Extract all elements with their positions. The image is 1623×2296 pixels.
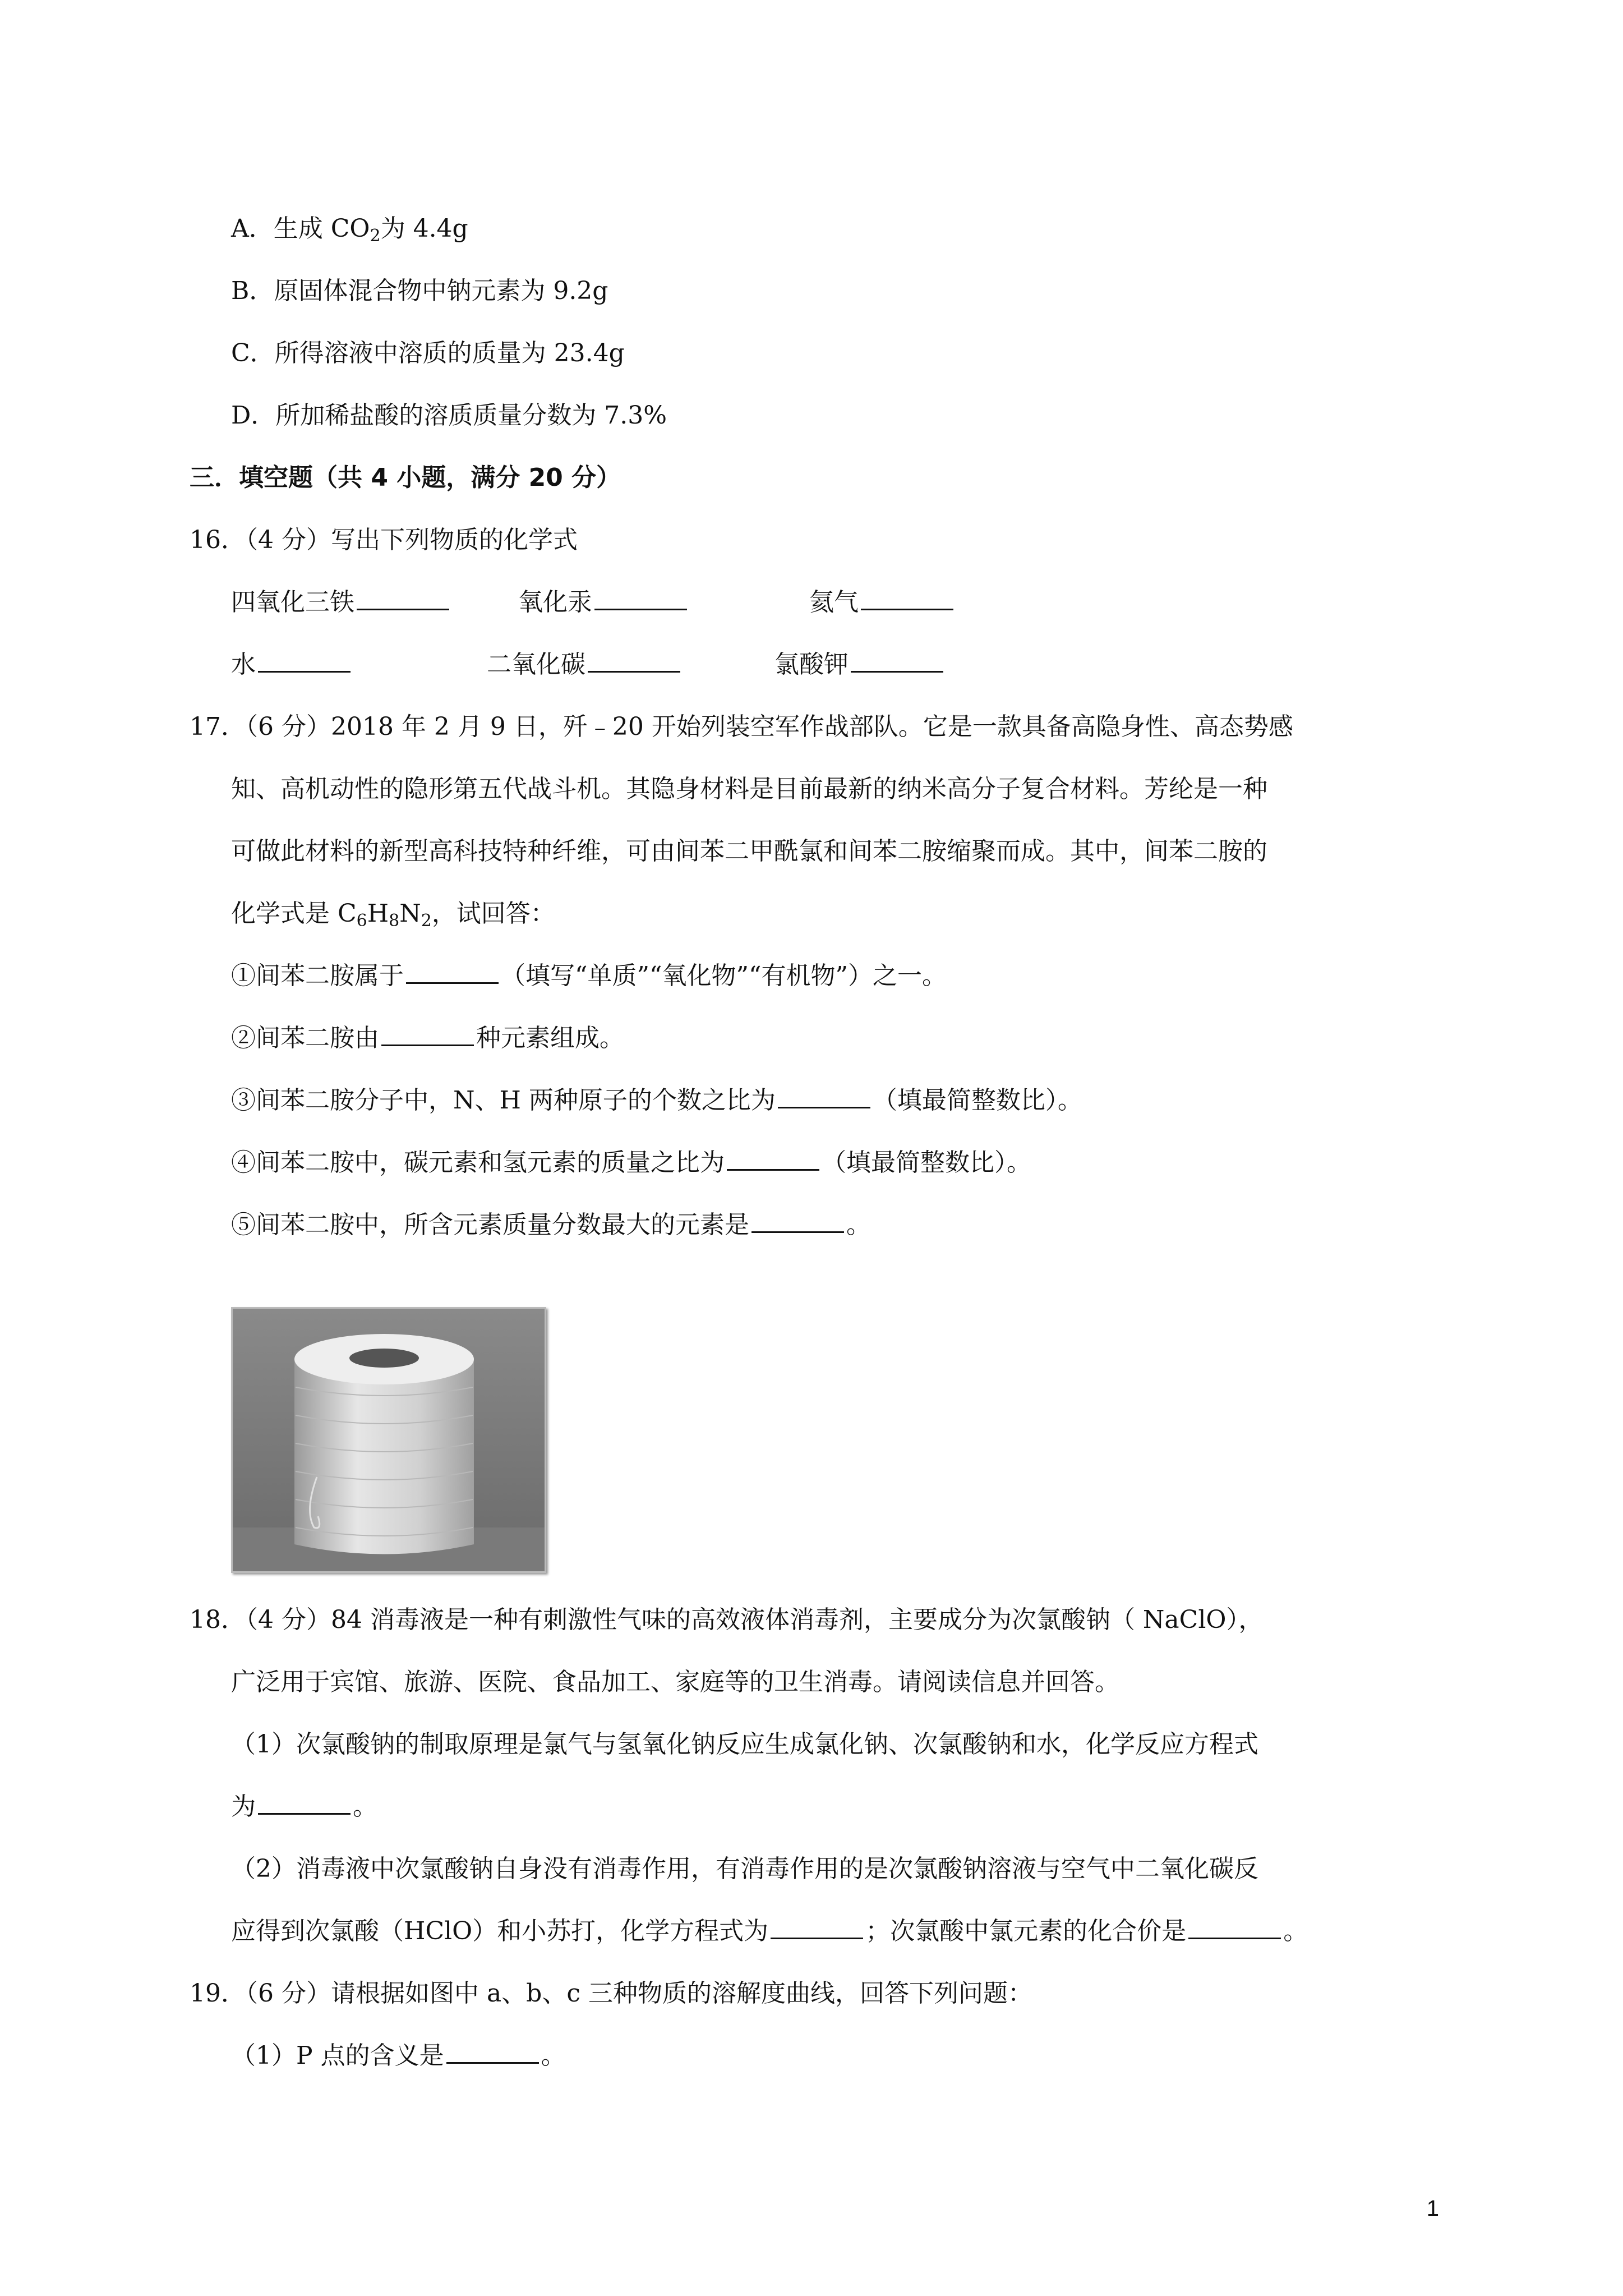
q17-sub5: ⑤间苯二胺中，所含元素质量分数最大的元素是 。 <box>231 1208 871 1242</box>
q18-line: 广泛用于宾馆、旅游、医院、食品加工、家庭等的卫生消毒。请阅读信息并回答。 <box>231 1668 1119 1696</box>
answer-blank[interactable] <box>778 1084 870 1108</box>
option-c: C．所得溶液中溶质的质量为 23.4g <box>231 339 625 367</box>
q16-item: 四氧化三铁 <box>231 588 354 616</box>
option-b: B．原固体混合物中钠元素为 9.2g <box>231 277 608 305</box>
q17-line: 可做此材料的新型高科技特种纤维，可由间苯二甲酰氯和间苯二胺缩聚而成。其中，间苯二胺的 <box>231 837 1267 866</box>
answer-blank[interactable] <box>406 960 499 984</box>
answer-blank[interactable] <box>851 648 943 673</box>
answer-blank[interactable] <box>594 586 687 610</box>
q17-line: 17．（6 分）2018 年 2 月 9 日，歼﹣20 开始列装空军作战部队。它是一款具备高隐身性、高态势感 <box>190 712 1293 741</box>
q16-row1 <box>231 586 956 619</box>
answer-blank[interactable] <box>258 648 351 673</box>
q16-item: 二氧化碳 <box>487 650 585 679</box>
q18-part1-answer: 为 。 <box>231 1790 377 1824</box>
answer-blank[interactable] <box>381 1022 474 1046</box>
answer-blank[interactable] <box>751 1209 844 1233</box>
q16-item: 水 <box>231 650 256 679</box>
section-heading: 三．填空题（共 4 小题，满分 20 分） <box>190 463 621 492</box>
answer-blank[interactable] <box>861 586 953 610</box>
answer-blank[interactable] <box>258 1791 351 1815</box>
q19-part1: （1）P 点的含义是 。 <box>231 2039 566 2073</box>
q16-row2 <box>231 648 946 682</box>
q17-formula-line: 化学式是 $C_6H_8N_2$，试回答： <box>231 899 555 931</box>
answer-blank[interactable] <box>727 1147 819 1171</box>
q18-part2: （2）消毒液中次氯酸钠自身没有消毒作用，有消毒作用的是次氯酸钠溶液与空气中二氧化碳反 <box>231 1855 1258 1883</box>
q18-part2-answer: 应得到次氯酸（HClO）和小苏打，化学方程式为 ；次氯酸中氯元素的化合价是 。 <box>231 1915 1308 1948</box>
q16-item: 氯酸钾 <box>774 650 849 679</box>
answer-blank[interactable] <box>588 648 680 673</box>
q16-item: 氦气 <box>809 588 859 616</box>
answer-blank[interactable] <box>357 586 449 610</box>
answer-blank[interactable] <box>1188 1915 1281 1939</box>
q17-sub3: ③间苯二胺分子中，N、H 两种原子的个数之比为 （填最简整数比）。 <box>231 1084 1082 1117</box>
option-d: D．所加稀盐酸的溶质质量分数为 7.3% <box>231 401 667 430</box>
q19-line: 19．（6 分）请根据如图中 a、b、c 三种物质的溶解度曲线，回答下列问题： <box>190 1979 1032 2008</box>
q16-stem: 16．（4 分）写出下列物质的化学式 <box>190 526 578 554</box>
q17-sub2: ②间苯二胺由 种元素组成。 <box>231 1022 624 1055</box>
answer-blank[interactable] <box>771 1915 863 1939</box>
q17-sub1: ①间苯二胺属于 （填写“单质”“氧化物”“有机物”）之一。 <box>231 959 947 993</box>
q18-part1: （1）次氯酸钠的制取原理是氯气与氢氧化钠反应生成氯化钠、次氯酸钠和水，化学反应方程式 <box>231 1730 1258 1759</box>
q16-item: 氧化汞 <box>518 588 592 616</box>
q17-sub4: ④间苯二胺中，碳元素和氢元素的质量之比为 （填最简整数比）。 <box>231 1146 1031 1180</box>
option-a: A．生成 $CO_2$为 4.4g <box>231 214 468 246</box>
q18-line: 18．（4 分）84 消毒液是一种有刺激性气味的高效液体消毒剂，主要成分为次氯酸钠（ NaClO）， <box>190 1605 1264 1634</box>
q17-line: 知、高机动性的隐形第五代战斗机。其隐身材料是目前最新的纳米高分子复合材料。芳纶是一种 <box>231 775 1267 803</box>
answer-blank[interactable] <box>446 2040 539 2064</box>
fiber-spool-image <box>231 1307 546 1573</box>
page-number: 1 <box>1426 2196 1439 2221</box>
